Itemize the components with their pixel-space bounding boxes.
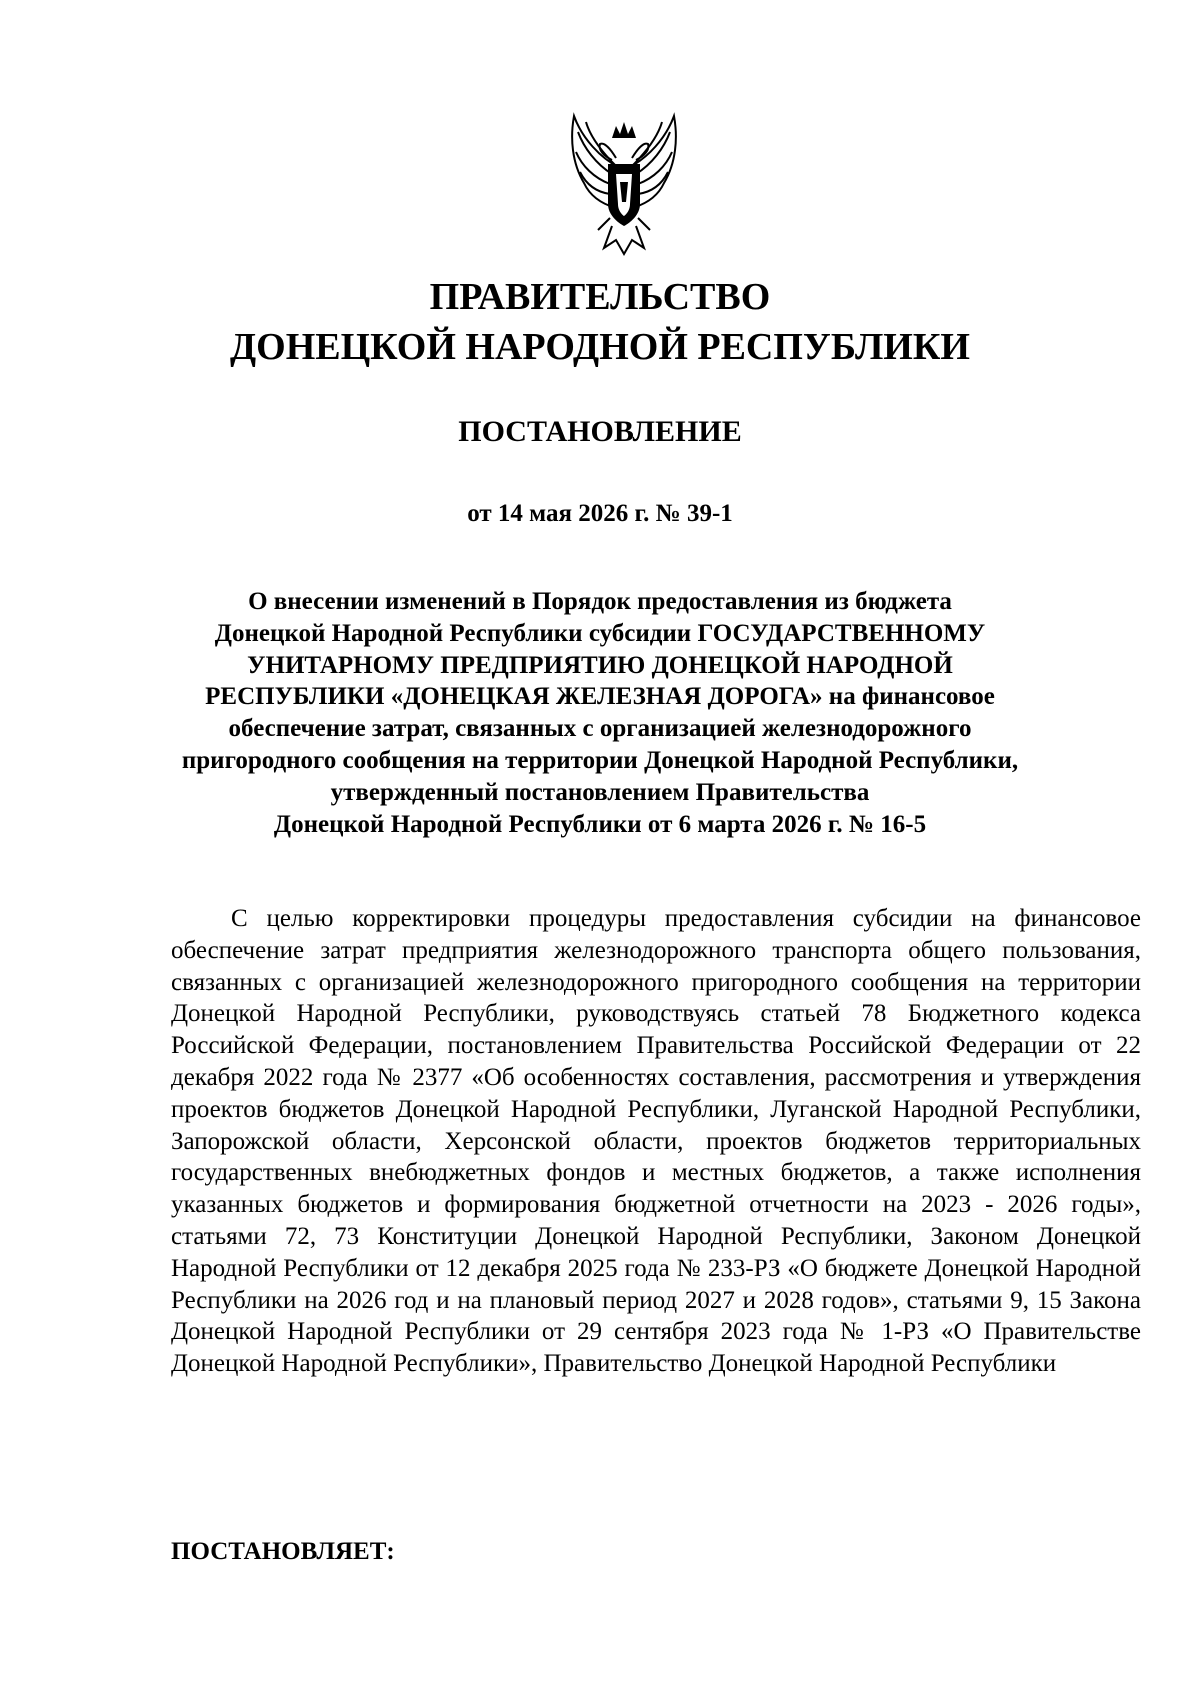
title-line: пригородного сообщения на территории Донецкой Народной Республики,: [181, 746, 1019, 774]
decree-heading: ПОСТАНОВЛЯЕТ:: [171, 1538, 395, 1565]
title-line: УНИТАРНОМУ ПРЕДПРИЯТИЮ ДОНЕЦКОЙ НАРОДНОЙ: [247, 651, 953, 679]
title-line: РЕСПУБЛИКИ «ДОНЕЦКАЯ ЖЕЛЕЗНАЯ ДОРОГА» на финансовое: [205, 683, 995, 711]
org-line-1: ПРАВИТЕЛЬСТВО: [429, 276, 771, 318]
title-line: О внесении изменений в Порядок предоставления из бюджета: [248, 588, 952, 615]
government-name: [0, 272, 1200, 372]
date-and-number: от 14 мая 2026 г. № 39-1: [467, 500, 733, 527]
org-line-2: ДОНЕЦКОЙ НАРОДНОЙ РЕСПУБЛИКИ: [230, 326, 970, 368]
title-line: Донецкой Народной Республики от 6 марта 2026 г. № 16-5: [273, 810, 927, 838]
document-title: [0, 586, 1200, 840]
preamble-paragraph: С целью корректировки процедуры предоставления субсидии на финансовое обеспечение затрат предприятия железнодорожного транспорта общего пользования, связанных с организацией железнодорожного пригородного сообщения на территории Донецкой Народной Республики, руководствуясь статьей 78 Бюджетного кодекса Российской Федерации, постановлением Правительства Российской Федерации от 22 декабря 2022 года № 2377 «Об особенностях составления, рассмотрения и утверждения проектов бюджетов Донецкой Народной Республики, Луганской Народной Республики, Запорожской области, Херсонской области, проектов бюджетов территориальных государственных внебюджетных фондов и местных бюджетов, а также исполнения указанных бюджетов и формирования бюджетной отчетности на 2023 - 2026 годы», статьями 72, 73 Конституции Донецкой Народной Республики, Законом Донецкой Народной Республики от 12 декабря 2025 года № 233-РЗ «О бюджете Донецкой Народной Республики на 2026 год и на плановый период 2027 и 2028 годов», статьями 9, 15 Закона Донецкой Народной Республики от 29 сентября 2023 года № 1-РЗ «О Правительстве Донецкой Народной Республики», Правительство Донецкой Народной Республики: [171, 905, 1141, 1378]
title-line: Донецкой Народной Республики субсидии ГОСУДАРСТВЕННОМУ: [214, 619, 986, 647]
title-line: обеспечение затрат, связанных с организацией железнодорожного: [228, 715, 972, 743]
title-line: утвержденный постановлением Правительства: [330, 778, 870, 806]
document-type: ПОСТАНОВЛЕНИЕ: [458, 415, 742, 448]
coat-of-arms-emblem: [560, 108, 688, 260]
